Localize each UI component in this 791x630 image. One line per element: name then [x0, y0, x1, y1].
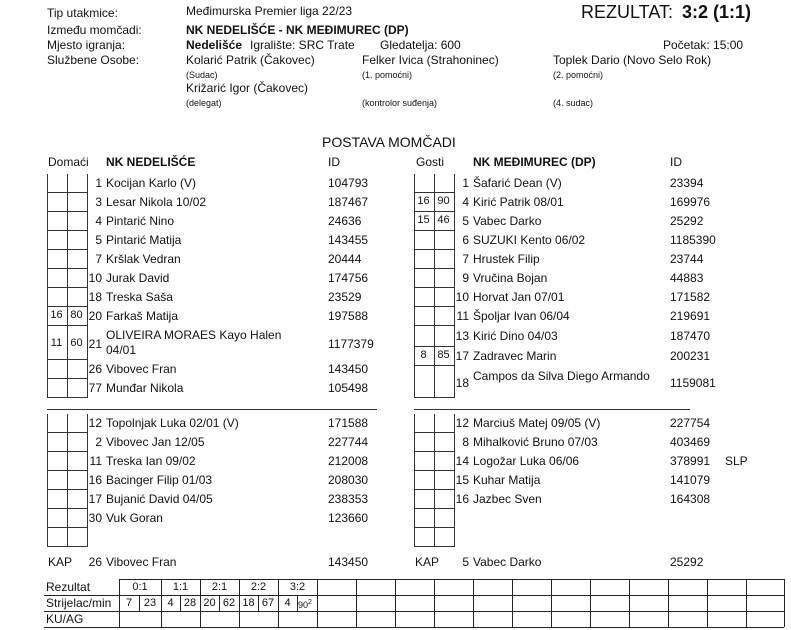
home-sub-box-a: [47, 490, 68, 509]
official-assistant1-name: Felker Ivica (Strahoninec): [362, 53, 499, 67]
away-sub-name: Marciuš Matej 09/05 (V): [473, 416, 601, 430]
away-starter-number: 17: [455, 349, 469, 363]
home-starter-name-cont: 04/01: [106, 343, 137, 357]
home-captain-name: Vibovec Fran: [106, 555, 177, 569]
away-starter-id: 171582: [670, 290, 711, 304]
away-starter-number: 13: [455, 329, 469, 343]
away-starter-name: Šafarić Dean (V): [473, 176, 562, 190]
scorer-minute: 28: [183, 597, 197, 609]
home-starter-id: 104793: [328, 176, 369, 190]
away-sub-box-a: [414, 528, 435, 547]
away-starter-name: Špoljar Ivan 06/04: [473, 309, 570, 323]
home-starter-box-a: [47, 379, 68, 398]
home-captain-label: KAP: [48, 555, 73, 569]
official-assistant2-role: (2. pomoćni): [553, 70, 604, 80]
away-starter-number: 7: [462, 252, 469, 266]
scorer-minute: 67: [261, 597, 275, 609]
home-starter-name: Munđar Nikola: [106, 381, 184, 395]
home-sub-box-a: [47, 528, 68, 547]
away-starter-name: Campos da Silva Diego Armando: [473, 369, 650, 383]
official-controller-role: (kontrolor suđenja): [362, 98, 438, 108]
home-starter-number: 4: [95, 214, 102, 228]
home-starter-id: 1177379: [328, 337, 374, 351]
home-starter-box-a: [47, 193, 68, 212]
official-referee-name: Kolarić Patrik (Čakovec): [186, 53, 315, 67]
home-starter-number: 21: [88, 337, 102, 351]
home-sub-name: Bacinger Filip 01/03: [106, 473, 213, 487]
tip-value: Međimurska Premier liga 22/23: [186, 4, 353, 18]
home-starter-id: 143450: [328, 362, 369, 376]
away-sub-minute: 90: [437, 195, 450, 207]
away-starter-id: 23744: [670, 252, 704, 266]
official-delegate-role: (delegat): [186, 98, 222, 108]
away-starter-number: 9: [462, 271, 469, 285]
away-id-header: ID: [670, 155, 682, 169]
scorer-minute: 62: [222, 597, 236, 609]
home-sub-id: 171588: [328, 416, 369, 430]
scorer-number: 18: [242, 597, 255, 609]
home-sub-box-a: [47, 471, 68, 490]
away-starter-number: 6: [462, 233, 469, 247]
away-sub-number: 12: [455, 416, 469, 430]
grid-line: [356, 579, 357, 627]
away-starter-id: 25292: [670, 214, 704, 228]
home-starter-box-a: [47, 360, 68, 379]
away-starter-number: 18: [455, 376, 469, 390]
start-time: Početak: 15:00: [663, 38, 744, 52]
home-starter-box-a: [47, 288, 68, 307]
away-sub-box-a: [414, 490, 435, 509]
home-side-label: Domaći: [48, 155, 89, 169]
score-cell: 3:2: [289, 581, 306, 593]
home-starter-name: Jurak David: [106, 271, 170, 285]
away-sub-in-shirt: 15: [417, 214, 430, 226]
home-starter-number: 3: [95, 195, 102, 209]
home-starter-box-a: [47, 231, 68, 250]
official-delegate-name: Križarić Igor (Čakovec): [186, 81, 309, 95]
home-starter-name: Pintarić Nino: [106, 214, 175, 228]
home-sub-number: 2: [95, 435, 102, 449]
away-sub-box-a: [414, 452, 435, 471]
away-starter-box-a: [414, 269, 435, 288]
home-sub-number: 11: [89, 454, 102, 468]
home-starter-number: 18: [88, 290, 102, 304]
home-starter-id: 105498: [328, 381, 369, 395]
grid-line: [707, 579, 708, 627]
away-starter-box-a: [414, 250, 435, 269]
scorer-minute: 90: [298, 600, 309, 610]
official-assistant2-name: Toplek Dario (Novo Selo Rok): [553, 53, 712, 67]
away-sub-id: 378991: [670, 454, 711, 468]
away-starter-box-a: [414, 288, 435, 307]
away-sub-in-shirt: 16: [417, 195, 430, 207]
scorer-number: 20: [203, 597, 216, 609]
home-starter-name: Lesar Nikola 10/02: [106, 195, 207, 209]
away-starter-name: SUZUKI Kento 06/02: [473, 233, 586, 247]
home-sub-box-a: [47, 433, 68, 452]
score-row-label: Rezultat: [46, 580, 91, 594]
away-sub-name: Jazbec Sven: [473, 492, 542, 506]
scorer-number: 4: [167, 597, 174, 609]
away-starter-id: 187470: [670, 329, 711, 343]
home-starter-number: 7: [95, 252, 102, 266]
result-value: 3:2 (1:1): [682, 2, 752, 22]
home-sub-box-a: [47, 509, 68, 528]
home-starter-id: 143455: [328, 233, 369, 247]
away-starter-id: 1159081: [670, 376, 716, 390]
grid-line: [395, 579, 396, 627]
home-starter-name: OLIVEIRA MORAES Kayo Halen: [106, 328, 282, 342]
away-divider: [414, 409, 690, 410]
spectators: Gledatelja: 600: [380, 38, 461, 52]
home-sub-in-shirt: 11: [50, 337, 63, 349]
home-sub-id: 238353: [328, 492, 369, 506]
away-starter-id: 200231: [670, 349, 711, 363]
ku-ag-row-label: KU/AG: [46, 612, 84, 626]
away-sub-id: 403469: [670, 435, 711, 449]
home-sub-minute: 60: [70, 337, 83, 349]
away-sub-box-a: [414, 414, 435, 433]
home-sub-id: 208030: [328, 473, 369, 487]
away-starter-id: 23394: [670, 176, 704, 190]
away-starter-id: 1185390: [670, 233, 716, 247]
scorer-row-label: Strijelac/min: [46, 596, 112, 610]
away-starter-id: 219691: [670, 309, 711, 323]
away-sub-extra: SLP: [725, 454, 748, 468]
home-starter-number: 26: [88, 362, 102, 376]
tip-label: Tip utakmice:: [47, 6, 118, 20]
home-starter-number: 5: [95, 233, 102, 247]
home-sub-number: 16: [88, 473, 102, 487]
home-starter-number: 77: [88, 381, 102, 395]
home-sub-box-a: [47, 414, 68, 433]
home-starter-box-a: [47, 269, 68, 288]
scorer-number: 4: [284, 597, 291, 609]
grid-line: [746, 579, 747, 627]
home-starter-number: 1: [95, 176, 102, 190]
home-sub-id: 123660: [328, 511, 369, 525]
grid-line: [119, 579, 784, 580]
grid-line: [44, 611, 784, 612]
home-team-name: NK NEDELIŠĆE: [106, 155, 196, 169]
official-assistant1-role: (1. pomoćni): [362, 70, 413, 80]
away-sub-number: 8: [462, 435, 469, 449]
home-starter-name: Farkaš Matija: [106, 309, 179, 323]
away-sub-number: 16: [455, 492, 469, 506]
home-starter-id: 187467: [328, 195, 369, 209]
home-sub-name: Treska Ian 09/02: [106, 454, 196, 468]
away-sub-box-a: [414, 509, 435, 528]
away-starter-box-a: [414, 366, 435, 398]
grid-line: [590, 579, 591, 627]
away-sub-in-shirt: 8: [420, 349, 427, 361]
grid-line: [668, 579, 669, 627]
away-starter-name: Vabec Darko: [473, 214, 542, 228]
away-starter-number: 1: [462, 176, 469, 190]
home-sub-number: 17: [88, 492, 102, 506]
result-label: REZULTAT:: [581, 2, 674, 22]
away-sub-number: 14: [455, 454, 469, 468]
home-starter-id: 197588: [328, 309, 369, 323]
home-sub-id: 212008: [328, 454, 369, 468]
home-starter-number: 10: [88, 271, 102, 285]
scorer-minute-last: [298, 599, 312, 610]
away-sub-minute: 85: [437, 349, 450, 361]
home-sub-name: Vibovec Jan 12/05: [106, 435, 205, 449]
away-sub-id: 227754: [670, 416, 711, 430]
scorer-number: 7: [125, 597, 133, 609]
score-cell: 0:1: [132, 581, 148, 593]
away-starter-id: 44883: [670, 271, 704, 285]
away-sub-box-b: [434, 509, 455, 528]
scorer-minute: 23: [143, 597, 157, 609]
away-captain-label: KAP: [415, 555, 440, 569]
grid-line: [317, 579, 318, 627]
away-captain-id: 25292: [670, 555, 704, 569]
score-cell: 2:1: [211, 581, 228, 593]
grid-line: [473, 579, 474, 627]
home-starter-id: 24636: [328, 214, 362, 228]
away-sub-name: Mihalković Bruno 07/03: [473, 435, 598, 449]
home-starter-name: Kršlak Vedran: [106, 252, 181, 266]
home-starter-name: Vibovec Fran: [106, 362, 177, 376]
home-starter-id: 174756: [328, 271, 369, 285]
away-starter-name: Kirić Patrik 08/01: [473, 195, 564, 209]
away-team-name: NK MEĐIMUREC (DP): [473, 155, 596, 169]
scorer-minute-extra: 2: [308, 599, 312, 606]
lineup-title: POSTAVA MOMČADI: [322, 134, 456, 150]
away-sub-box-a: [414, 433, 435, 452]
away-starter-number: 10: [455, 290, 469, 304]
grid-line: [512, 579, 513, 627]
official-referee-role: (Sudac): [186, 70, 218, 80]
away-sub-id: 141079: [670, 473, 711, 487]
score-cell: 1:1: [172, 581, 189, 593]
home-starter-name: Treska Saša: [106, 290, 173, 304]
away-starter-number: 4: [462, 195, 469, 209]
grid-line: [44, 627, 784, 628]
home-starter-number: 20: [88, 309, 102, 323]
home-captain-number: 26: [88, 555, 102, 569]
away-starter-number: 11: [456, 309, 469, 323]
away-sub-name: Kuhar Matija: [473, 473, 541, 487]
home-id-header: ID: [328, 155, 340, 169]
home-captain-id: 143450: [328, 555, 369, 569]
home-starter-name: Pintarić Matija: [106, 233, 182, 247]
away-sub-minute: 46: [437, 214, 450, 226]
officials-label: Službene Osobe:: [47, 53, 140, 67]
home-sub-name: Vuk Goran: [106, 511, 163, 525]
home-sub-in-shirt: 16: [50, 309, 63, 321]
home-sub-box-a: [47, 452, 68, 471]
place-value: Nedelišće: [186, 38, 243, 52]
grid-line: [784, 579, 785, 627]
away-starter-name: Kirić Dino 04/03: [473, 329, 558, 343]
away-starter-name: Zadravec Marin: [473, 349, 557, 363]
place-label: Mjesto igranja:: [47, 38, 126, 52]
away-sub-box-a: [414, 471, 435, 490]
away-starter-box-a: [414, 174, 435, 193]
grid-line: [44, 595, 784, 596]
away-starter-name: Hrustek Filip: [473, 252, 540, 266]
home-sub-number: 12: [88, 416, 102, 430]
away-captain-name: Vabec Darko: [473, 555, 542, 569]
grid-line: [551, 579, 552, 627]
home-sub-name: Bujanić David 04/05: [106, 492, 213, 506]
away-sub-box-b: [434, 528, 455, 547]
grid-line: [629, 579, 630, 627]
away-starter-number: 5: [462, 214, 469, 228]
home-sub-name: Topolnjak Luka 02/01 (V): [106, 416, 239, 430]
away-sub-name: Logožar Luka 06/06: [473, 454, 580, 468]
home-starter-id: 20444: [328, 252, 362, 266]
away-starter-box-a: [414, 307, 435, 326]
home-sub-box-b: [67, 528, 88, 547]
away-captain-number: 5: [462, 555, 469, 569]
score-cell: 2:2: [250, 581, 267, 593]
home-sub-minute: 80: [70, 309, 83, 321]
home-starter-box-a: [47, 212, 68, 231]
away-sub-id: 164308: [670, 492, 711, 506]
away-side-label: Gosti: [416, 155, 445, 169]
home-starter-name: Kocijan Karlo (V): [106, 176, 197, 190]
home-starter-box-a: [47, 250, 68, 269]
home-sub-id: 227744: [328, 435, 369, 449]
away-starter-box-a: [414, 326, 435, 347]
home-divider: [47, 409, 377, 410]
away-starter-box-a: [414, 231, 435, 250]
home-sub-number: 30: [88, 511, 102, 525]
home-starter-box-a: [47, 174, 68, 193]
grid-line: [434, 579, 435, 627]
between-value: NK NEDELIŠĆE - NK MEĐIMUREC (DP): [186, 23, 409, 37]
away-starter-name: Horvat Jan 07/01: [473, 290, 565, 304]
away-sub-number: 15: [455, 473, 469, 487]
away-starter-name: Vručina Bojan: [473, 271, 548, 285]
away-starter-id: 169976: [670, 195, 711, 209]
between-label: Između momčadi:: [47, 23, 142, 37]
home-starter-id: 23529: [328, 290, 362, 304]
official-fourth-role: (4. sudac): [553, 98, 594, 108]
pitch: Igralište: SRC Trate: [250, 38, 355, 52]
